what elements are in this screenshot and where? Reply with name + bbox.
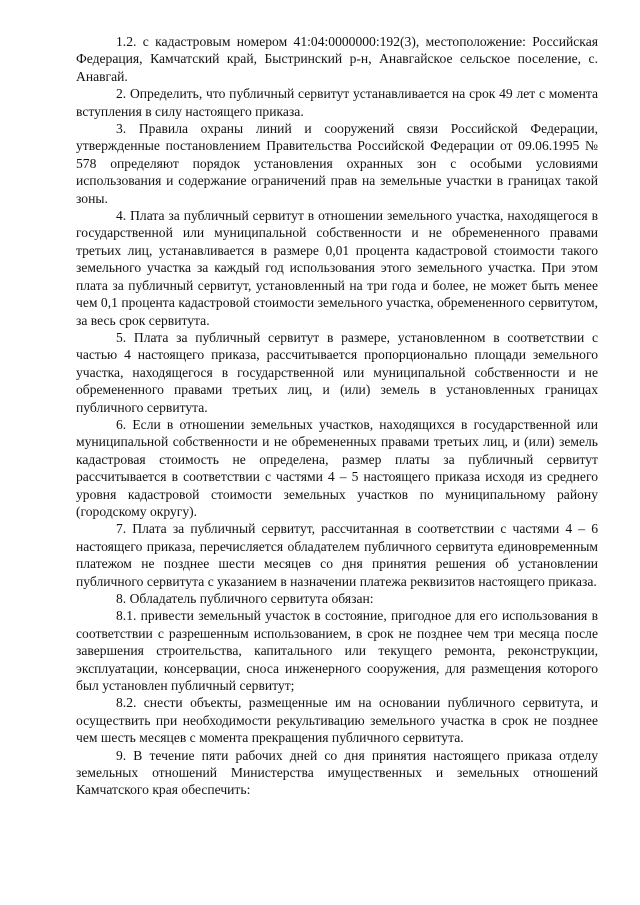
- paragraph-7: 7. Плата за публичный сервитут, рассчитанная в соответствии с частями 4 – 6 настоящего приказа, перечисляется обладателем публичного сервитута единовременным платежом не позднее шести месяцев со дня принятия решения об установлении публичного сервитута с указанием в назначении платежа реквизитов настоящего приказа.: [76, 521, 598, 589]
- paragraph-2: 2. Определить, что публичный сервитут устанавливается на срок 49 лет с момента вступления в силу настоящего приказа.: [76, 86, 598, 119]
- paragraph-8-2: 8.2. снести объекты, размещенные им на основании публичного сервитута, и осуществить при необходимости рекультивацию земельного участка в срок не позднее чем шесть месяцев с момента прекращения публичного сервитута.: [76, 695, 598, 746]
- paragraph-5: 5. Плата за публичный сервитут в размере, установленном в соответствии с частью 4 настоящего приказа, рассчитывается пропорционально площади земельного участка, находящегося в государственной или муниципальной собственности и не обремененного правами третьих лиц, и (или) земель в установленных границах публичного сервитута.: [76, 329, 598, 415]
- paragraph-8: 8. Обладатель публичного сервитута обязан:: [116, 591, 374, 606]
- paragraph-9: 9. В течение пяти рабочих дней со дня принятия настоящего приказа отделу земельных отношений Министерства имущественных и земельных отношений Камчатского края обеспечить:: [76, 747, 598, 798]
- paragraph-8-1: 8.1. привести земельный участок в состояние, пригодное для его использования в соответствии с разрешенным использованием, в срок не позднее чем три месяца после завершения строительства, капитального или текущего ремонта, реконструкции, эксплуатации, консервации, сноса инженерного сооружения, для размещения которого был установлен публичный сервитут;: [76, 608, 598, 694]
- paragraph-4: 4. Плата за публичный сервитут в отношении земельного участка, находящегося в государственной или муниципальной собственности и не обремененного правами третьих лиц, устанавливается в размере 0,01 процента кадастровой стоимости такого земельного участка за каждый год использования этого земельного участка. При этом плата за публичный сервитут, установленный на три года и более, не может быть менее чем 0,1 процента кадастровой стоимости земельного участка, обремененного сервитутом, за весь срок сервитута.: [76, 208, 598, 328]
- paragraph-1-2: 1.2. с кадастровым номером 41:04:0000000:192(3), местоположение: Российская Федерация, Камчатский край, Быстринский р-н, Анавгайское сельское поселение, с. Анавгай.: [76, 34, 598, 84]
- paragraph-6: 6. Если в отношении земельных участков, находящихся в государственной или муниципальной собственности и не обремененных правами третьих лиц, и (или) земель кадастровая стоимость не определена, размер платы за публичный сервитут рассчитывается в соответствии с частями 4 – 5 настоящего приказа исходя из среднего уровня кадастровой стоимости земельных участков по муниципальному району (городскому округу).: [76, 416, 598, 519]
- paragraph-3: 3. Правила охраны линий и сооружений связи Российской Федерации, утвержденные постановлением Правительства Российской Федерации от 09.06.1995 № 578 определяют порядок установления охранных зон с особыми условиями использования и содержание ограничений прав на земельные участки в границах такой зоны.: [76, 121, 598, 206]
